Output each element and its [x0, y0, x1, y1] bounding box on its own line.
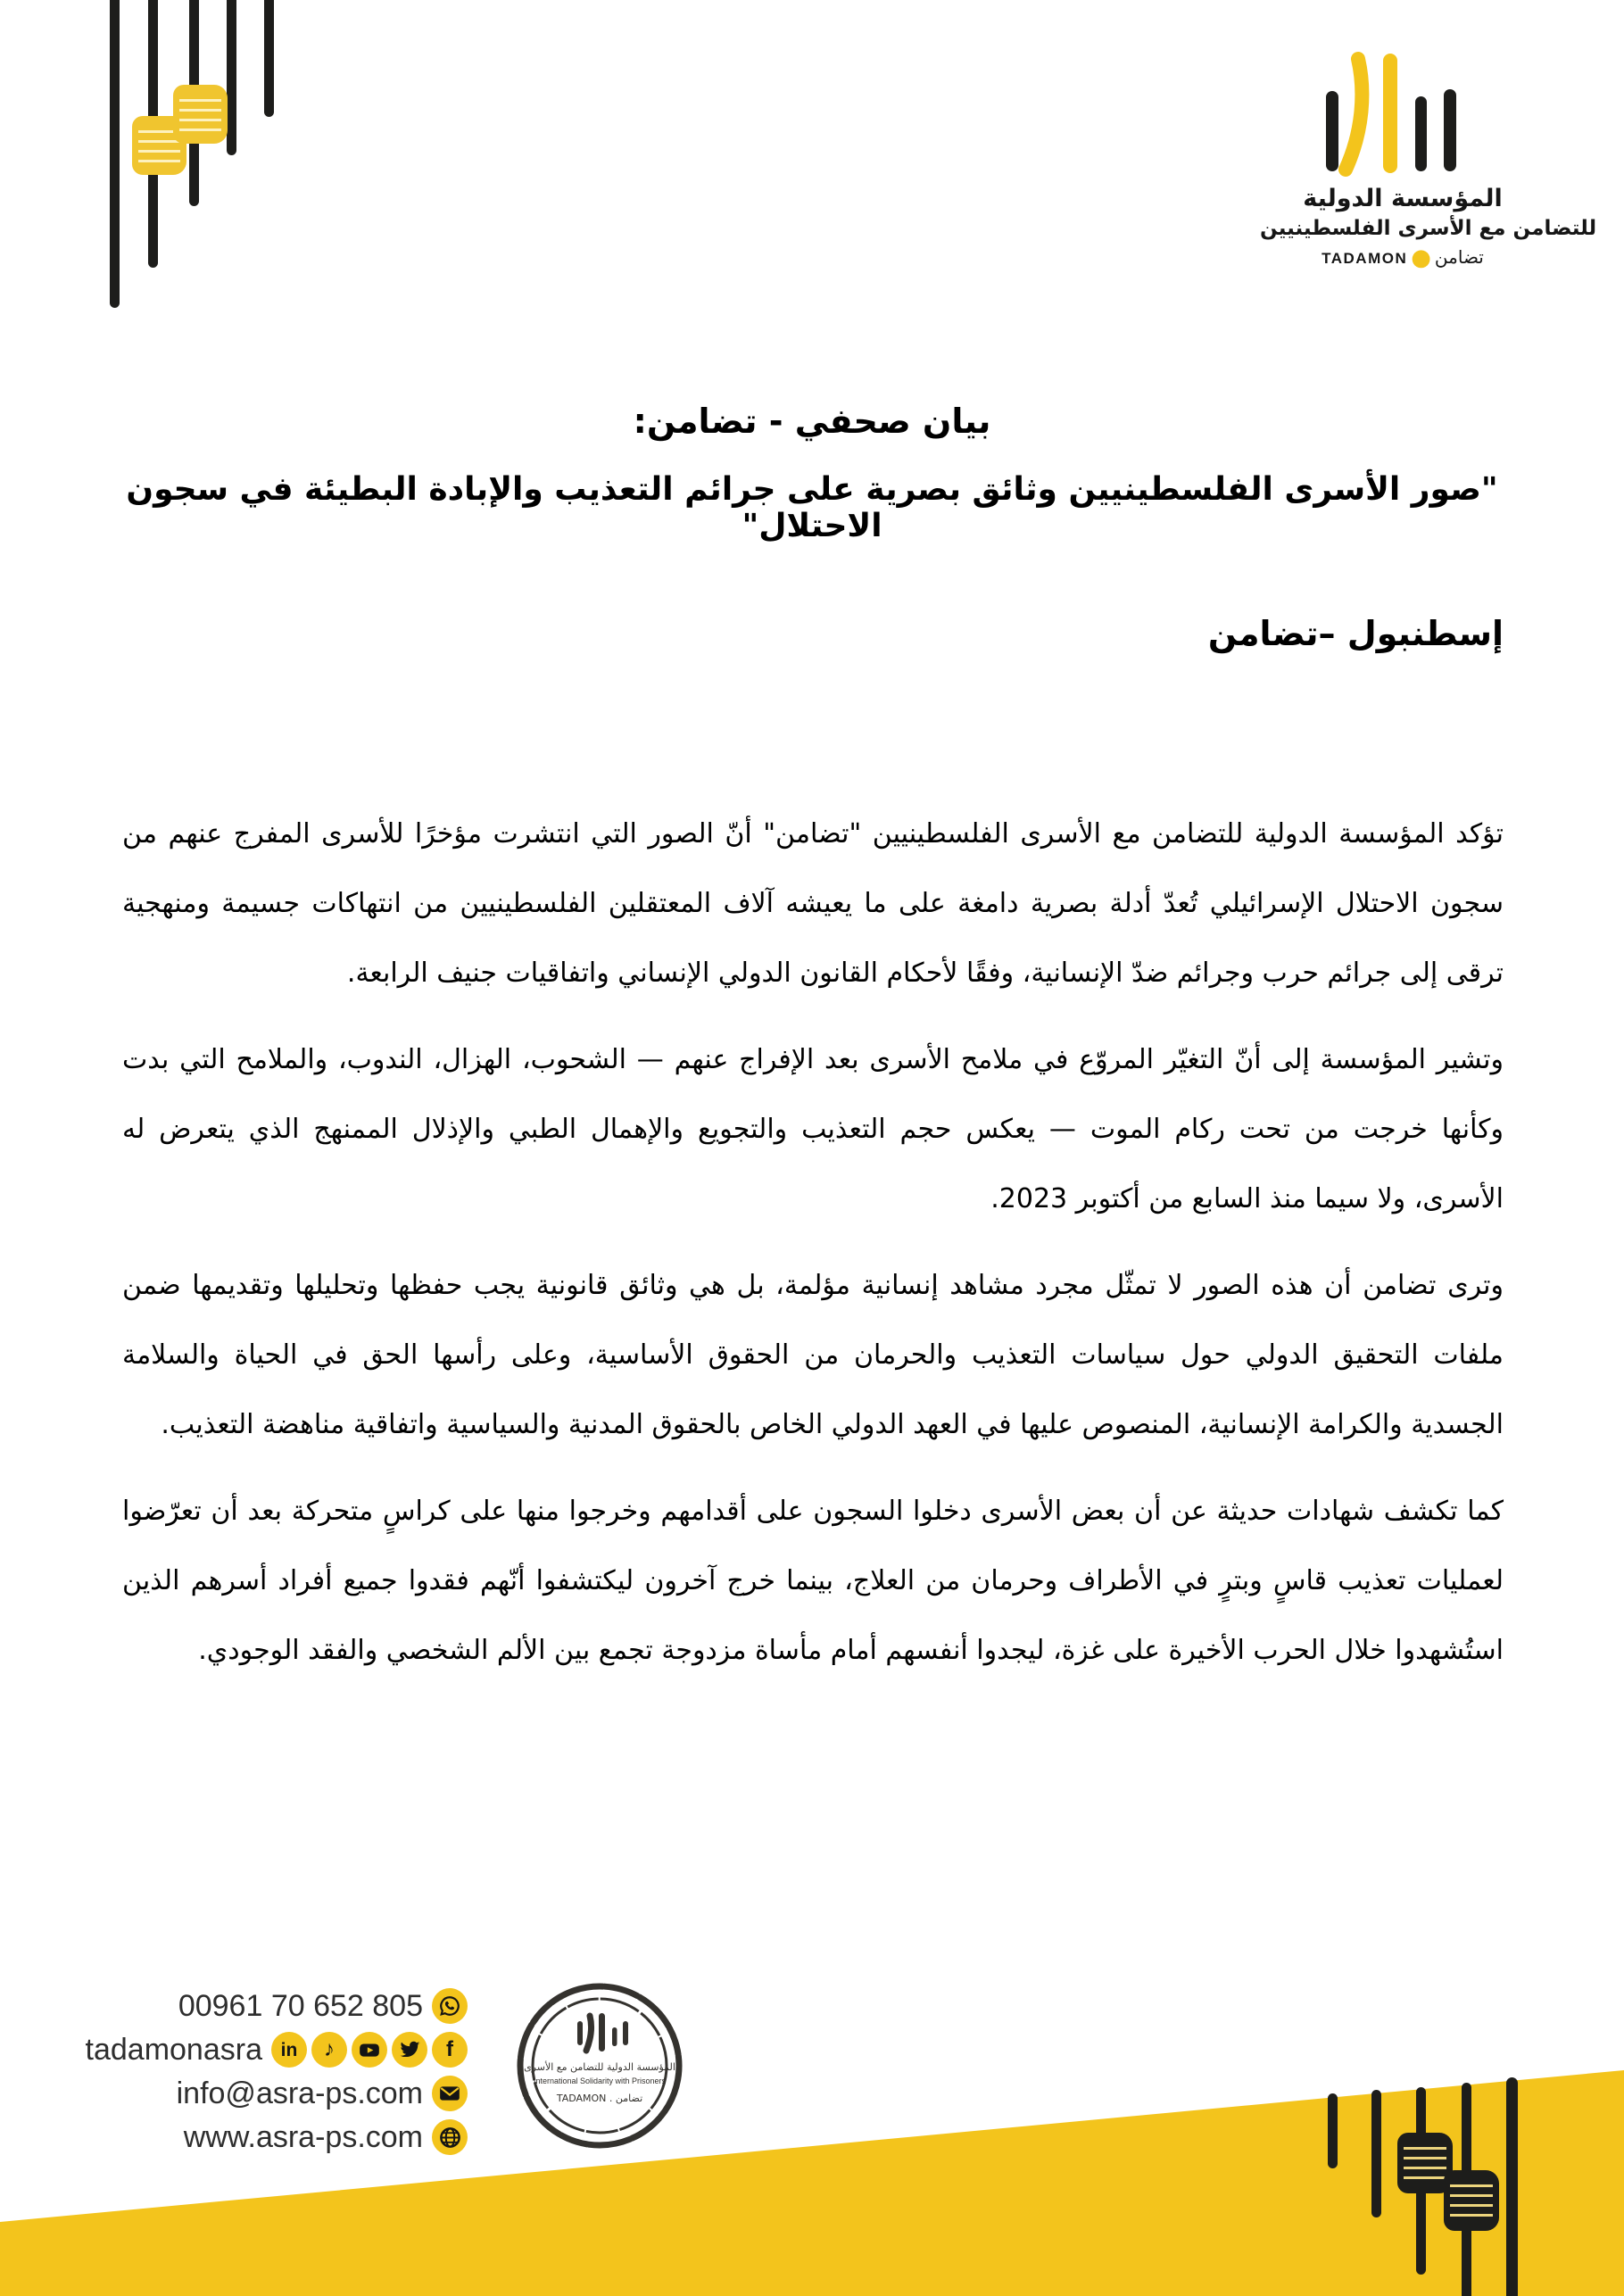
prison-bar [1371, 2090, 1381, 2217]
prison-bar [227, 0, 236, 155]
stamp-wordmark: تضامن . TADAMON [556, 2093, 643, 2104]
paragraph-1: تؤكد المؤسسة الدولية للتضامن مع الأسرى الفلسطينيين "تضامن" أنّ الصور التي انتشرت مؤخرًا للأسرى المفرج عنهم من سجون الاحتلال الإسرائيلي تُعدّ أدلة بصرية دامغة على ما يعيشه آلاف المعتقلين الفلسطينيين من انتهاكات جسيمة ومنهجية ترقى إلى جرائم حرب وجرائم ضدّ الإنسانية، وفقًا لأحكام القانون الدولي الإنساني واتفاقيات جنيف الرابعة. [122, 818, 1504, 989]
logo-name-arabic: تضامن [1434, 246, 1484, 268]
tadamon-logo [1260, 50, 1597, 273]
tiktok-icon[interactable]: ♪ [311, 2032, 347, 2068]
facebook-icon[interactable]: f [432, 2032, 468, 2068]
paragraph-4: كما تكشف شهادات حديثة عن أن بعض الأسرى دخلوا السجون على أقدامهم وخرجوا منها على كراسٍ متحركة بعد أن تعرّضوا لعمليات تعذيب قاسٍ وبترٍ في الأطراف وحرمان من العلاج، بينما خرج آخرون ليكتشفوا أنّهم فقدوا جميع أفراد أسرهم الذين استُشهدوا خلال الحرب الأخيرة على غزة، ليجدوا أنفسهم أمام مأساة مزدوجة تجمع بين الألم الشخصي والفقد الوجودي. [122, 1496, 1504, 1666]
phone-number[interactable]: 00961 70 652 805 [178, 1988, 423, 2023]
contact-block [71, 1986, 468, 2157]
whatsapp-icon[interactable] [432, 1988, 468, 2024]
logo-dot-icon: ● [1411, 245, 1431, 271]
fist-icon [1444, 2170, 1499, 2231]
logo-wordmark [1260, 243, 1545, 273]
dateline: إسطنبول –تضامن [1207, 614, 1504, 653]
logo-name-latin: TADAMON [1322, 250, 1408, 267]
headline: "صور الأسرى الفلسطينيين وثائق بصرية على جرائم التعذيب والإبادة البطيئة في سجون الاحتلال" [126, 471, 1498, 544]
youtube-icon[interactable] [352, 2032, 387, 2068]
prison-bar [110, 0, 120, 308]
organization-stamp [514, 1980, 685, 2151]
social-handle: tadamonasra [85, 2032, 262, 2067]
fist-icon [173, 85, 228, 144]
email-icon[interactable] [432, 2076, 468, 2111]
press-release-kicker: بيان صحفي - تضامن: [633, 402, 991, 441]
twitter-icon[interactable] [392, 2032, 427, 2068]
email-address[interactable]: info@asra-ps.com [176, 2076, 423, 2110]
paragraph-3: وترى تضامن أن هذه الصور لا تمثّل مجرد مشاهد إنسانية مؤلمة، بل هي وثائق قانونية يجب حفظها وتحليلها وتقديمها ضمن ملفات التحقيق الدولي حول سياسات التعذيب والحرمان من الحقوق الأساسية، وعلى رأسها الحق في الحياة والسلامة الجسدية والكرامة الإنسانية، المنصوص عليها في العهد الدولي الخاص بالحقوق المدنية والسياسية واتفاقية مناهضة التعذيب. [122, 1270, 1504, 1440]
paragraph-2: وتشير المؤسسة إلى أنّ التغيّر المروّع في ملامح الأسرى بعد الإفراج عنهم — الشحوب، الهزال، الندوب، والملامح التي بدت وكأنها خرجت من تحت ركام الموت — يعكس حجم التعذيب والتجويع والإهمال الطبي والإذلال الممنهج الذي يتعرض له الأسرى، ولا سيما منذ السابع من أكتوبر 2023. [122, 1044, 1504, 1214]
website-row [184, 2118, 468, 2157]
phone-row [178, 1986, 468, 2026]
linkedin-icon[interactable]: in [271, 2032, 307, 2068]
logo-org-name-line1: المؤسسة الدولية [1303, 185, 1503, 212]
stamp-org-line-ar: المؤسسة الدولية للتضامن مع الأسرى [524, 2061, 675, 2073]
stamp-org-line-en: International Solidarity with Prisoners [533, 2076, 667, 2085]
prison-bar [1506, 2077, 1518, 2296]
email-row [177, 2074, 468, 2113]
logo-org-name-line2: للتضامن مع الأسرى الفلسطينيين [1260, 217, 1597, 240]
body-text [122, 800, 1504, 1703]
stamp-bars-icon [577, 2013, 628, 2051]
social-row [86, 2030, 468, 2069]
website-url[interactable]: www.asra-ps.com [183, 2119, 423, 2154]
logo-bars-icon [1287, 50, 1519, 184]
globe-icon[interactable] [432, 2119, 468, 2155]
prison-bar [264, 0, 274, 117]
social-icons [271, 2032, 468, 2068]
prison-bar [1328, 2093, 1338, 2168]
